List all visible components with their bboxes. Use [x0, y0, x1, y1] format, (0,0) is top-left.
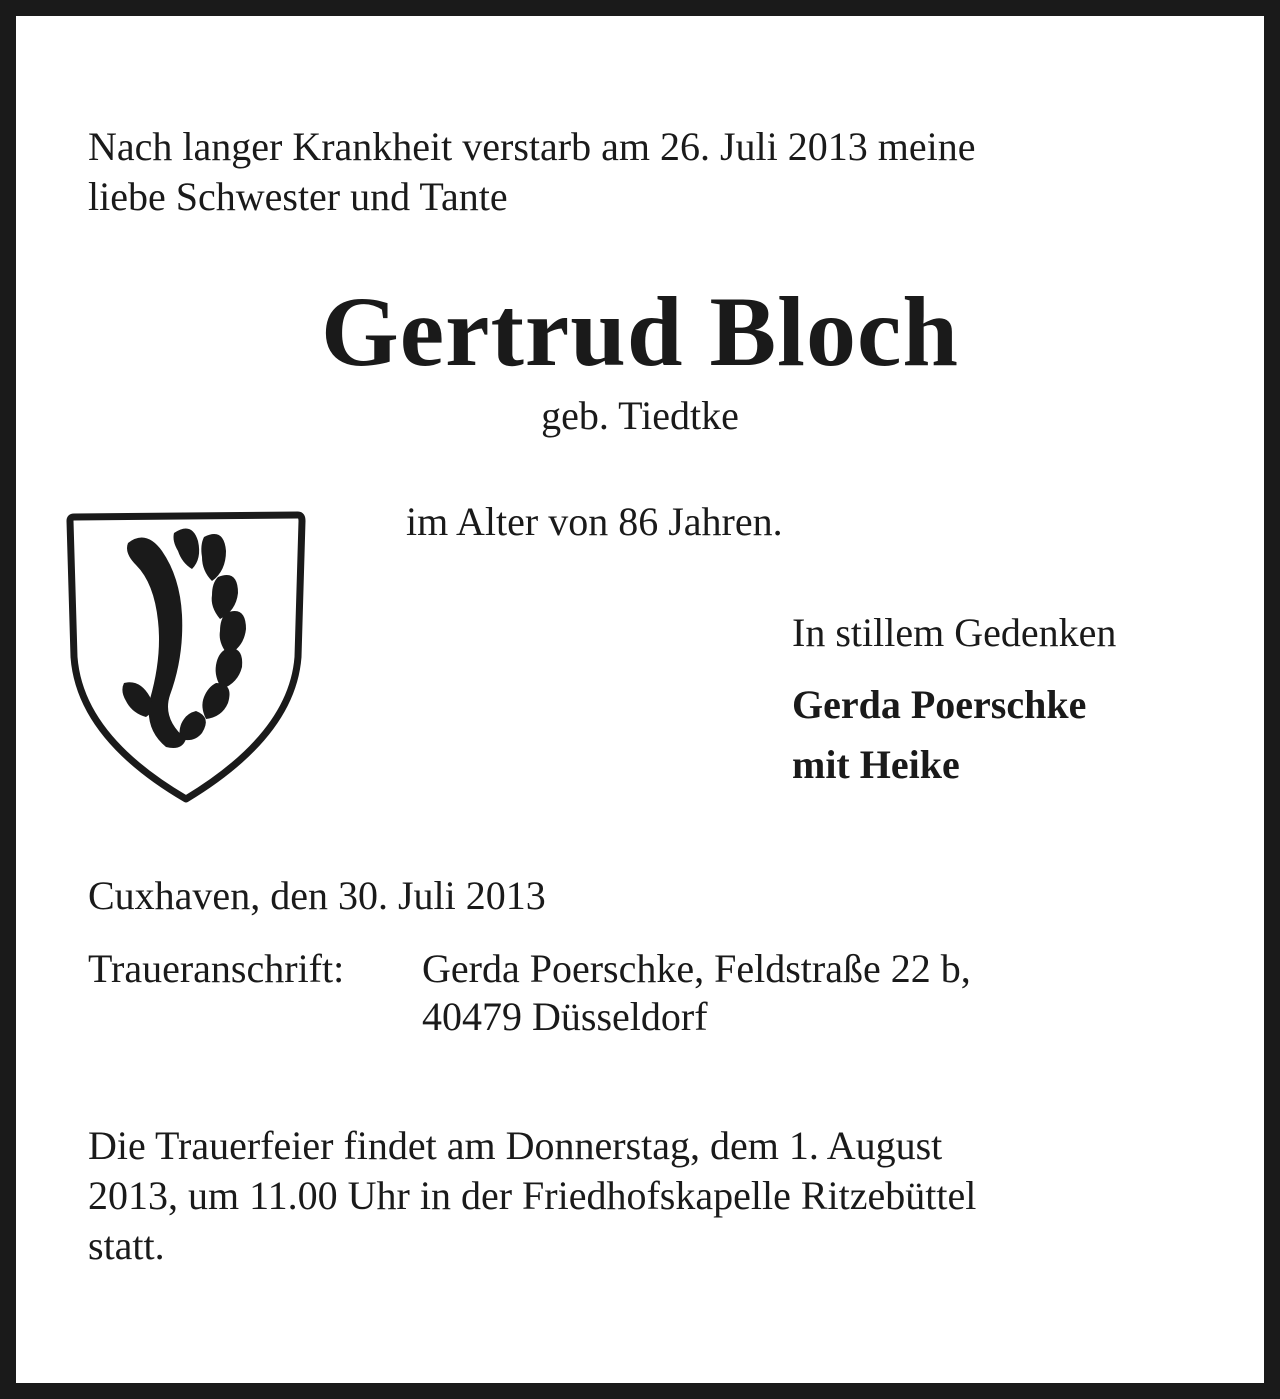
ceremony-line-2: 2013, um 11.00 Uhr in der Friedhofskapelle Ritzebüttel — [88, 1173, 977, 1218]
address-line-2: 40479 Düsseldorf — [422, 994, 708, 1039]
place-date: Cuxhaven, den 30. Juli 2013 — [88, 873, 546, 918]
ceremony-line-3: statt. — [88, 1223, 165, 1268]
ceremony-line-1: Die Trauerfeier findet am Donnerstag, dem 1. August — [88, 1123, 943, 1168]
maiden-name: geb. Tiedtke — [541, 393, 739, 438]
mourner-name: Gerda Poerschke — [792, 682, 1087, 727]
intro-line-2: liebe Schwester und Tante — [88, 174, 508, 219]
intro-line-1: Nach langer Krankheit verstarb am 26. Juli 2013 meine — [88, 124, 976, 169]
memory-phrase: In stillem Gedenken — [792, 610, 1117, 655]
deceased-name: Gertrud Bloch — [321, 276, 959, 387]
coat-of-arms-eagle-wing-icon — [66, 507, 306, 807]
intro-text — [88, 122, 976, 222]
address-line-1: Gerda Poerschke, Feldstraße 22 b, — [422, 946, 971, 991]
age-line: im Alter von 86 Jahren. — [406, 499, 783, 544]
ceremony-text — [88, 1121, 976, 1271]
mourner-name: mit Heike — [792, 742, 960, 787]
address-label: Traueranschrift: — [88, 946, 345, 991]
